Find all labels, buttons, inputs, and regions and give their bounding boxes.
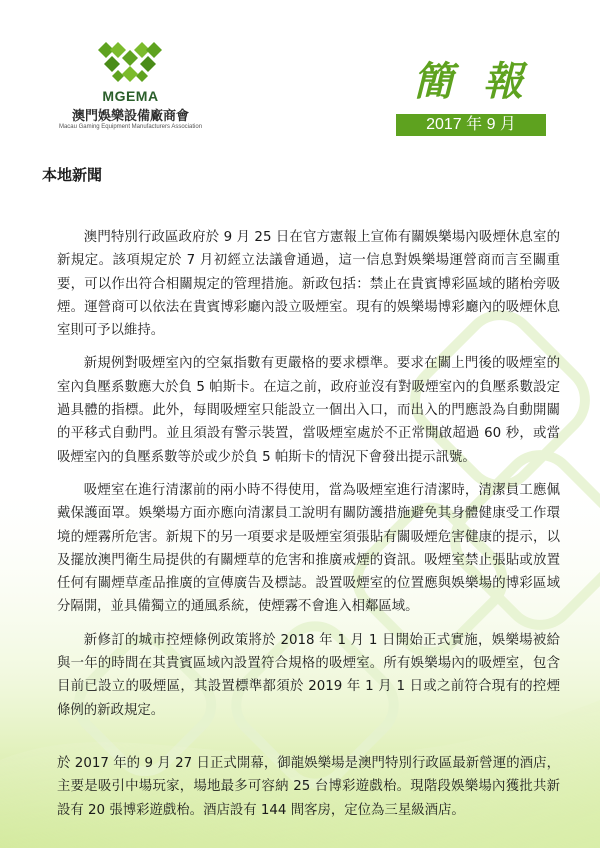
- article-body: [57, 226, 560, 832]
- logo-chinese-name: 澳門娛樂設備廠商會: [71, 109, 189, 124]
- paragraph-5: 於 2017 年的 9 月 27 日正式開幕，御龍娛樂場是澳門特別行政區最新營運的酒店，主要是吸引中場玩家，場地最多可容納 25 台博彩遊戲枱。現階段娛樂場內獲批共新設有 20 張博彩遊戲枱。酒店設有 144 間客房，定位為三星級酒店。: [57, 755, 560, 818]
- paragraph-3: 吸煙室在進行清潔前的兩小時不得使用，當為吸煙室進行清潔時，清潔員工應佩戴保護面罩。娛樂場方面亦應向清潔員工說明有關防護措施避免其身體健康受工作環境的煙霧所危害。新規下的另一項要求是吸煙室須張貼有關吸煙危害健康的提示，以及擺放澳門衛生局提供的有關煙草的危害和推廣戒煙的資訊。吸煙室禁止張貼或放置任何有關煙草產品推廣的宣傳廣告及標誌。設置吸煙室的位置應與娛樂場的博彩區域分隔開，並具備獨立的通風系統，使煙霧不會進入相鄰區域。: [57, 482, 560, 615]
- newsletter-title: 簡 報: [413, 59, 531, 105]
- logo-abbreviation: MGEMA: [102, 88, 159, 104]
- paragraph-2: 新規例對吸煙室內的空氣指數有更嚴格的要求標準。要求在關上門後的吸煙室的室內負壓系數應大於負 5 帕斯卡。在這之前，政府並沒有對吸煙室內的負壓系數設定過具體的指標。此外，每間吸煙室只能設立一個出入口，而出入的門應設為自動開關的平移式自動門。並且須設有警示裝置，當吸煙室處於不正常開啟超過 60 秒，或當吸煙室內的負壓系數等於或少於負 5 帕斯卡的情況下會發出提示訊號。: [57, 356, 560, 465]
- paragraph-1: 澳門特別行政區政府於 9 月 25 日在官方憲報上宣佈有關娛樂場內吸煙休息室的新規定。該項規定於 7 月初經立法議會通過，這一信息對娛樂場運營商而言至關重要，可以作出符合相關規定的管理措施。新政包括：禁止在貴賓博彩區域的賭枱旁吸煙。運營商可以依法在貴賓博彩廳內設立吸煙室。現有的娛樂場博彩廳內的吸煙休息室則可予以維持。: [57, 230, 560, 339]
- association-logo: [48, 38, 213, 138]
- paragraph-4: 新修訂的城市控煙條例政策將於 2018 年 1 月 1 日開始正式實施，娛樂場被給與一年的時間在其貴賓區域內設置符合規格的吸煙室。所有娛樂場內的吸煙室，包含目前已設立的吸煙區，其設置標準都須於 2019 年 1 月 1 日或之前符合現有的控煙條例的新政規定。: [57, 632, 560, 718]
- logo-english-name: Macau Gaming Equipment Manufacturers Association: [58, 124, 203, 130]
- issue-date-banner: 2017 年 9 月: [396, 114, 546, 136]
- mgema-green-diamond-lattice-logo-icon: [94, 38, 166, 86]
- section-heading: 本地新聞: [42, 166, 103, 184]
